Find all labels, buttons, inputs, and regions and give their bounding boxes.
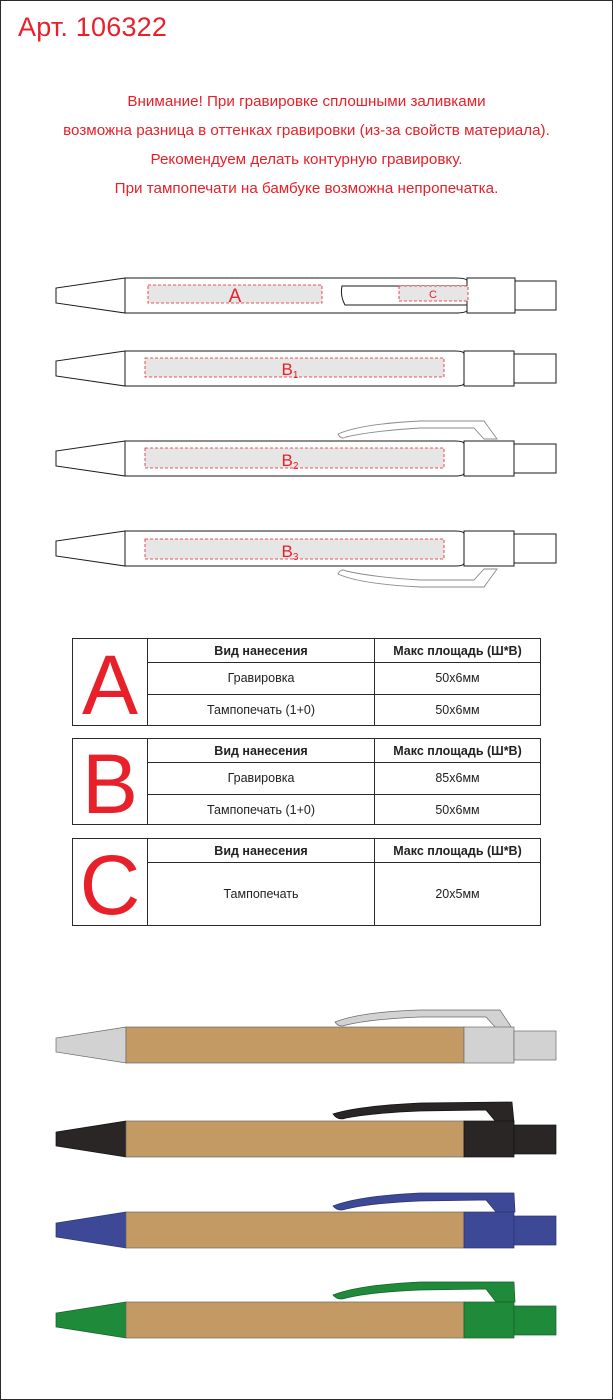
header-method: Вид нанесения [214, 843, 308, 858]
row-area: 50х6мм [435, 671, 480, 685]
pen-variant-blue [56, 1193, 556, 1248]
pen-outline-b2 [56, 421, 556, 476]
row-area: 50х6мм [435, 703, 480, 717]
header-area: Макс площадь (Ш*В) [393, 643, 522, 658]
row-area: 85х6мм [435, 771, 480, 785]
pen-variant-grey [56, 1010, 556, 1063]
row-area: 50х6мм [435, 802, 480, 817]
row-area: 20х5мм [435, 887, 480, 901]
warning-line: Внимание! При гравировке сплошными заливками [127, 93, 486, 110]
header-area: Макс площадь (Ш*В) [393, 843, 522, 858]
zone-letter: A [73, 639, 148, 725]
header-method: Вид нанесения [214, 743, 308, 758]
row-method: Гравировка [227, 771, 295, 785]
zone-letter: C [73, 839, 148, 925]
pen-outline-a-c [56, 278, 556, 313]
print-table-c [72, 838, 541, 932]
zone-b2-label: B2 [281, 451, 299, 472]
pen-variant-green [56, 1282, 556, 1338]
header-method: Вид нанесения [214, 643, 308, 658]
warning-line: возможна разница в оттенках гравировки (из-за свойств материала). [63, 122, 550, 139]
row-method: Гравировка [227, 671, 295, 685]
article-number: Арт. 106322 [18, 12, 168, 42]
zone-c-label: C [429, 289, 437, 301]
zone-b3-label: B3 [281, 542, 299, 563]
header-area: Макс площадь (Ш*В) [393, 743, 522, 758]
zone-b1-label: B1 [281, 360, 299, 381]
print-table-b [72, 737, 541, 831]
zone-letter: B [73, 739, 148, 824]
zone-a-label: A [228, 286, 242, 307]
pen-variant-black [56, 1102, 556, 1157]
row-method: Тампопечать (1+0) [206, 703, 316, 717]
warning-line: При тампопечати на бамбуке возможна непропечатка. [114, 180, 499, 197]
warning-line: Рекомендуем делать контурную гравировку. [150, 151, 463, 168]
row-method: Тампопечать [223, 887, 299, 901]
pen-outline-b3 [56, 531, 556, 587]
row-method: Тампопечать (1+0) [206, 802, 316, 817]
print-table-a [72, 638, 541, 732]
pen-outline-b1 [56, 351, 556, 386]
